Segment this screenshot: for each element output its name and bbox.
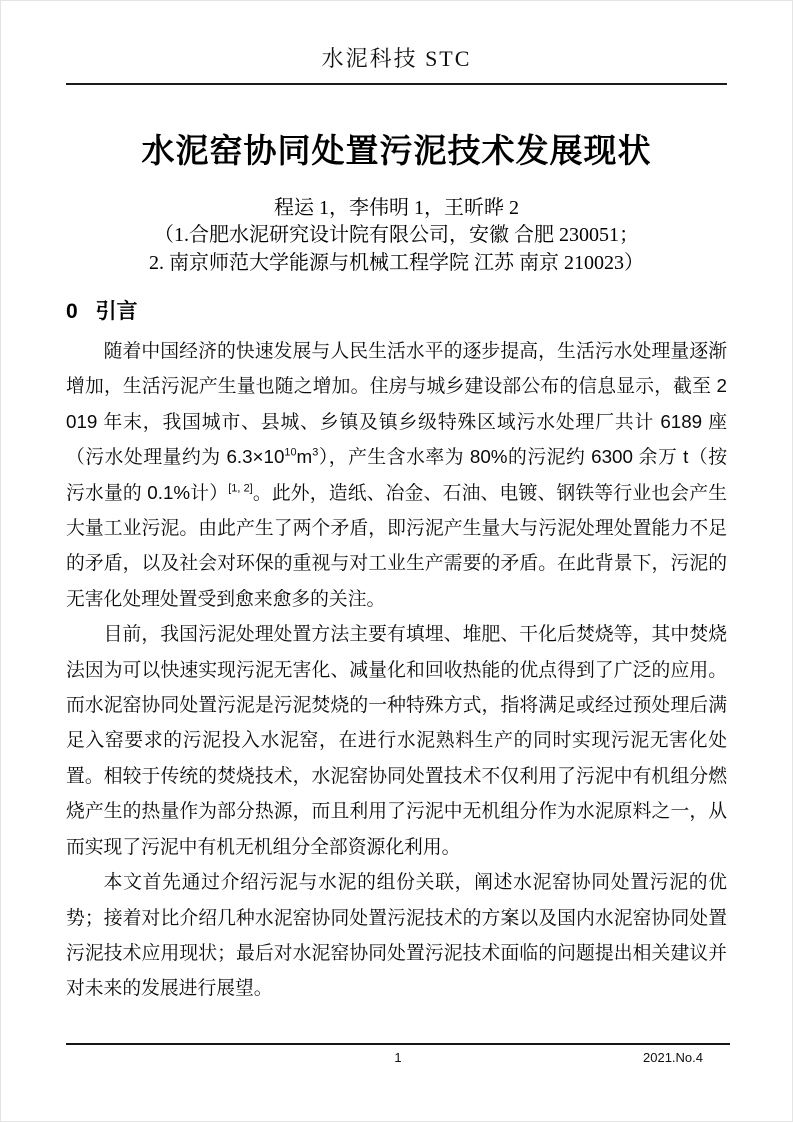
paragraph: 随着中国经济的快速发展与人民生活水平的逐步提高，生活污水处理量逐渐增加，生活污泥产生量也随之增加。住房与城乡建设部公布的信息显示，截至 2019 年末，我国城市、县城、乡镇及镇乡级特殊区域污水处理厂共计 6189 座（污水处理量约为 $6.3\times 10^{10}m^3$），产生含水率为 80%的污泥约 6300 余万 t（按污水量的 0.1%计）[1, 2]。此外，造纸、冶金、石油、电镀、钢铁等行业也会产生大量工业污泥。由此产生了两个矛盾，即污泥产生量大与污泥处理处置能力不足的矛盾，以及社会对环保的重视与对工业生产需要的矛盾。在此背景下，污泥的无害化处理处置受到愈来愈多的关注。: [66, 340, 728, 609]
paragraph: 本文首先通过介绍污泥与水泥的组份关联，阐述水泥窑协同处置污泥的优势；接着对比介绍几种水泥窑协同处置污泥技术的方案以及国内水泥窑协同处置污泥技术应用现状；最后对水泥窑协同处置污泥技术面临的问题提出相关建议并对未来的发展进行展望。: [66, 871, 727, 999]
footer-row: [66, 1045, 730, 1069]
journal-title: 水泥科技 STC: [321, 46, 472, 71]
section-number: 0: [66, 300, 78, 323]
section-title: 引言: [95, 300, 138, 323]
body-paragraphs: [66, 333, 727, 1006]
section-heading: [66, 298, 727, 326]
affiliation-line-2: 2. 南京师范大学能源与机械工程学院 江苏 南京 210023）: [149, 252, 644, 274]
authors-line: 程运 1，李伟明 1，王昕晔 2: [274, 197, 519, 219]
article-title: 水泥窑协同处置污泥技术发展现状: [141, 132, 652, 169]
page-footer: [66, 1043, 730, 1069]
issue-label: 2021.No.4: [643, 1050, 703, 1065]
header-rule: [66, 83, 727, 85]
journal-header: [0, 0, 793, 85]
paragraph: 目前，我国污泥处理处置方法主要有填埋、堆肥、干化后焚烧等，其中焚烧法因为可以快速实现污泥无害化、减量化和回收热能的优点得到了广泛的应用。而水泥窑协同处置污泥是污泥焚烧的一种特殊方式，指将满足或经过预处理后满足入窑要求的污泥投入水泥窑，在进行水泥熟料生产的同时实现污泥无害化处置。相较于传统的焚烧技术，水泥窑协同处置技术不仅利用了污泥中有机组分燃烧产生的热量作为部分热源，而且利用了污泥中无机组分作为水泥原料之一，从而实现了污泥中有机无机组分全部资源化利用。: [66, 623, 727, 857]
page-number: 1: [394, 1050, 402, 1065]
affiliation-line-1: （1.合肥水泥研究设计院有限公司，安徽 合肥 230051；: [154, 224, 639, 246]
